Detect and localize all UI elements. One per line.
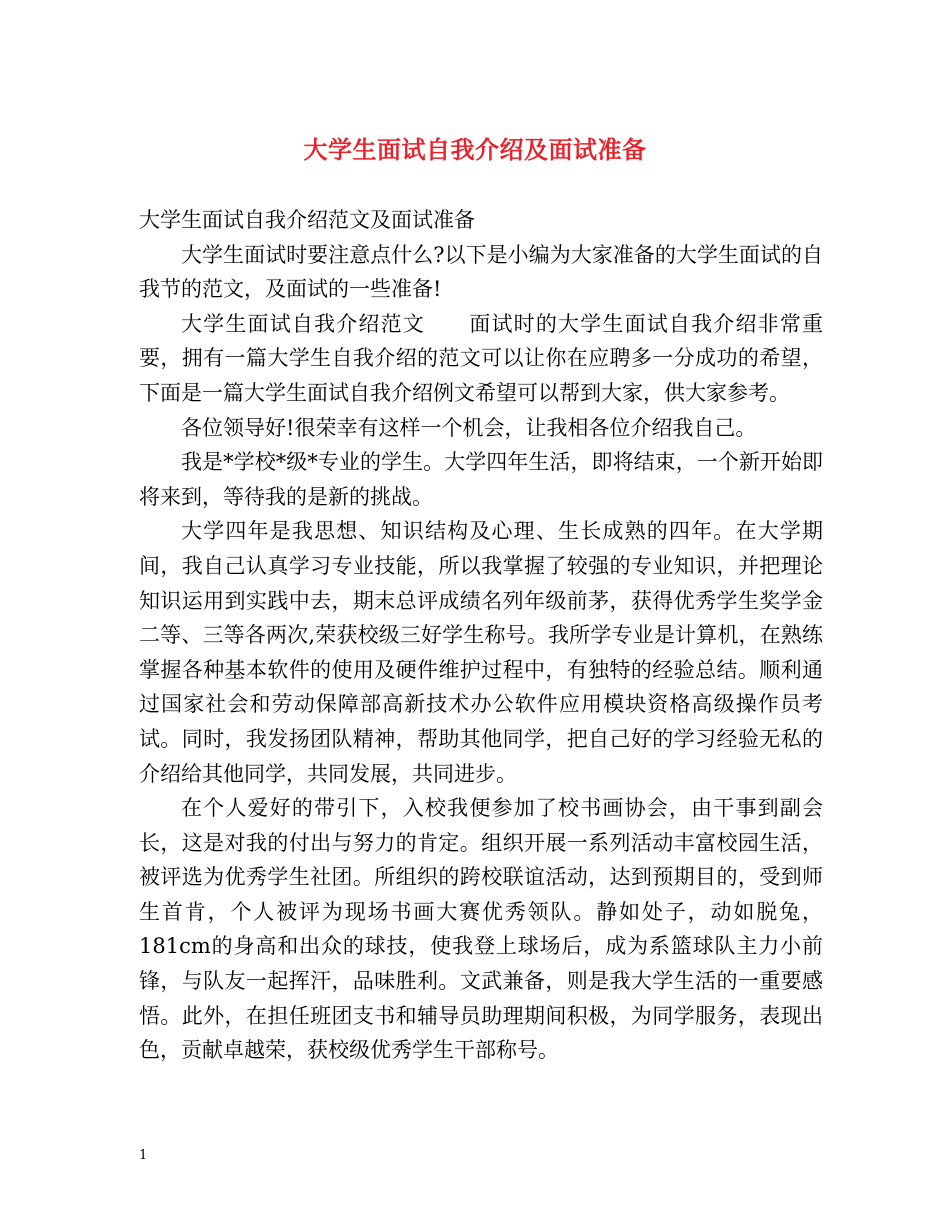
page-number: 1 xyxy=(139,1148,148,1163)
body-paragraph: 大学四年是我思想、知识结构及心理、生长成熟的四年。在大学期间，我自己认真学习专业技能，所以我掌握了较强的专业知识，并把理论知识运用到实践中去，期末总评成绩名列年级前茅，获得优秀学生奖学金二等、三等各两次,荣获校级三好学生称号。我所学专业是计算机，在熟练掌握各种基本软件的使用及硬件维护过程中，有独特的经验总结。顺利通过国家社会和劳动保障部高新技术办公软件应用模块资格高级操作员考试。同时，我发扬团队精神，帮助其他同学，把自己好的学习经验无私的介绍给其他同学，共同发展，共同进步。 xyxy=(139,519,823,786)
subtitle-paragraph: 大学生面试自我介绍范文及面试准备 xyxy=(139,208,475,232)
body-paragraph: 大学生面试时要注意点什么?以下是小编为大家准备的大学生面试的自我节的范文，及面试的一些准备! xyxy=(139,242,823,302)
body-paragraph: 各位领导好!很荣幸有这样一个机会，让我相各位介绍我自己。 xyxy=(181,415,757,440)
document-title: 大学生面试自我介绍及面试准备 xyxy=(303,135,647,164)
body-paragraph: 大学生面试自我介绍范文 面试时的大学生面试自我介绍非常重要，拥有一篇大学生自我介绍的范文可以让你在应聘多一分成功的希望，下面是一篇大学生面试自我介绍例文希望可以帮到大家，供大家参考。 xyxy=(139,311,823,405)
body-paragraph: 我是*学校*级*专业的学生。大学四年生活，即将结束，一个新开始即将来到，等待我的是新的挑战。 xyxy=(139,450,823,509)
body-paragraph: 在个人爱好的带引下，入校我便参加了校书画协会，由干事到副会长，这是对我的付出与努力的肯定。组织开展一系列活动丰富校园生活，被评选为优秀学生社团。所组织的跨校联谊活动，达到预期目的，受到师生首肯，个人被评为现场书画大赛优秀领队。静如处子，动如脱兔，181cm的身高和出众的球技，使我登上球场后，成为系篮球队主力小前锋，与队友一起挥汗，品味胜利。文武兼备，则是我大学生活的一重要感悟。此外，在担任班团支书和辅导员助理期间积极，为同学服务，表现出色，贡献卓越荣，获校级优秀学生干部称号。 xyxy=(139,796,823,1063)
document-body xyxy=(139,203,823,1068)
